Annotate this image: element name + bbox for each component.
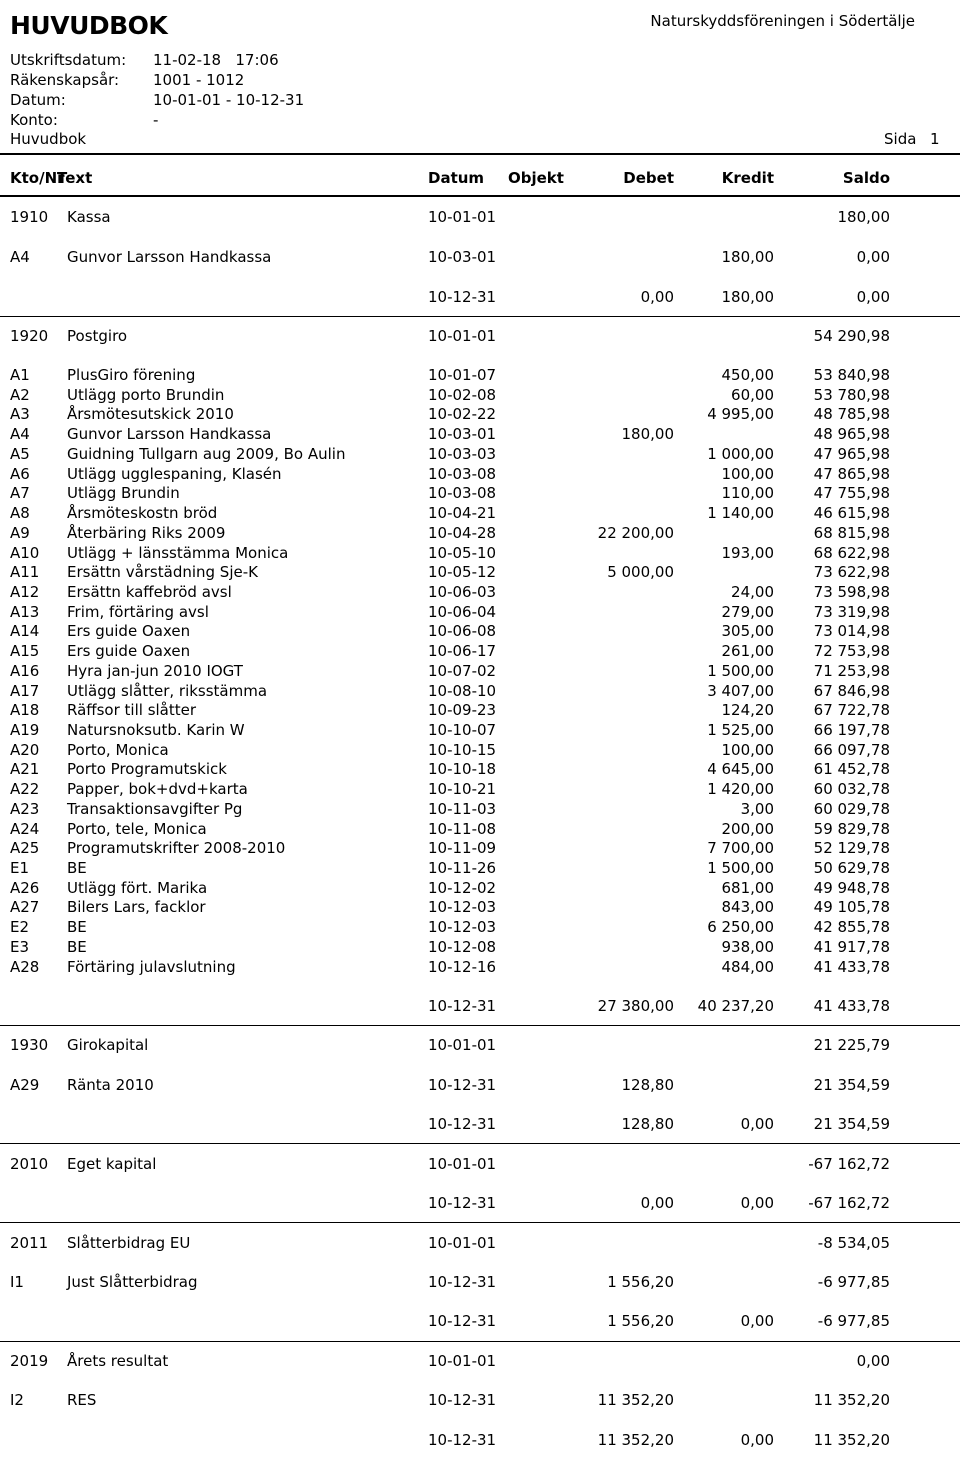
cell-saldo: 73 319,98 (813, 603, 890, 621)
cell-datum: 10-01-01 (428, 1036, 497, 1054)
cell-text: Utlägg fört. Marika (67, 879, 208, 897)
cell-saldo: 180,00 (837, 208, 890, 226)
cell-datum: 10-07-02 (428, 662, 497, 680)
cell-text: Ränta 2010 (67, 1076, 154, 1094)
cell-datum: 10-05-12 (428, 563, 497, 581)
cell-saldo: 47 965,98 (813, 445, 890, 463)
cell-datum: 10-03-08 (428, 484, 497, 502)
cell-kto: E2 (10, 918, 30, 936)
cell-saldo: 48 965,98 (813, 425, 890, 443)
cell-text: Porto Programutskick (67, 760, 227, 778)
cell-kredit: 180,00 (721, 288, 774, 306)
cell-saldo: 0,00 (856, 288, 890, 306)
print-date-label: Utskriftsdatum: (10, 51, 127, 69)
cell-saldo: 48 785,98 (813, 405, 890, 423)
cell-kto: 2011 (10, 1234, 49, 1252)
cell-text: Kassa (67, 208, 111, 226)
cell-kredit: 100,00 (721, 741, 774, 759)
cell-text: Papper, bok+dvd+karta (67, 780, 248, 798)
cell-kto: A23 (10, 800, 40, 818)
cell-kto: E1 (10, 859, 30, 877)
cell-text: Hyra jan-jun 2010 IOGT (67, 662, 243, 680)
cell-kredit: 3,00 (740, 800, 774, 818)
cell-kredit: 1 000,00 (707, 445, 774, 463)
cell-saldo: 50 629,78 (813, 859, 890, 877)
cell-kto: A9 (10, 524, 30, 542)
cell-debet: 128,80 (621, 1076, 674, 1094)
column-header-datum: Datum (428, 169, 485, 187)
cell-kredit: 261,00 (721, 642, 774, 660)
cell-kredit: 110,00 (721, 484, 774, 502)
cell-kredit: 1 500,00 (707, 662, 774, 680)
cell-text: Frim, förtäring avsl (67, 603, 209, 621)
cell-datum: 10-04-28 (428, 524, 497, 542)
cell-kto: A3 (10, 405, 30, 423)
cell-saldo: 42 855,78 (813, 918, 890, 936)
cell-kto: A16 (10, 662, 40, 680)
cell-kto: A29 (10, 1076, 40, 1094)
cell-kredit: 450,00 (721, 366, 774, 384)
cell-saldo: 68 815,98 (813, 524, 890, 542)
cell-datum: 10-11-09 (428, 839, 497, 857)
cell-datum: 10-03-01 (428, 248, 497, 266)
cell-saldo: 52 129,78 (813, 839, 890, 857)
cell-kredit: 0,00 (740, 1115, 774, 1133)
cell-text: Porto, Monica (67, 741, 169, 759)
account-value: - (153, 111, 159, 129)
cell-saldo: 60 032,78 (813, 780, 890, 798)
cell-kto: A26 (10, 879, 40, 897)
cell-datum: 10-12-03 (428, 918, 497, 936)
cell-kredit: 0,00 (740, 1194, 774, 1212)
cell-kredit: 1 525,00 (707, 721, 774, 739)
cell-datum: 10-12-03 (428, 898, 497, 916)
cell-datum: 10-12-02 (428, 879, 497, 897)
cell-text: Natursnoksutb. Karin W (67, 721, 245, 739)
account-divider (0, 316, 960, 317)
cell-kredit: 681,00 (721, 879, 774, 897)
cell-kto: A4 (10, 425, 30, 443)
cell-text: Gunvor Larsson Handkassa (67, 425, 272, 443)
cell-saldo: 68 622,98 (813, 544, 890, 562)
cell-kredit: 1 500,00 (707, 859, 774, 877)
cell-saldo: 60 029,78 (813, 800, 890, 818)
cell-saldo: 67 722,78 (813, 701, 890, 719)
column-header-saldo: Saldo (842, 169, 890, 187)
cell-debet: 128,80 (621, 1115, 674, 1133)
cell-text: Porto, tele, Monica (67, 820, 207, 838)
cell-datum: 10-10-07 (428, 721, 497, 739)
cell-saldo: 46 615,98 (813, 504, 890, 522)
cell-saldo: 11 352,20 (813, 1431, 890, 1449)
cell-kto: A24 (10, 820, 40, 838)
cell-debet: 11 352,20 (597, 1431, 674, 1449)
cell-datum: 10-10-21 (428, 780, 497, 798)
page-number: 1 (930, 130, 940, 148)
cell-kto: A1 (10, 366, 30, 384)
cell-kto: A20 (10, 741, 40, 759)
cell-kredit: 938,00 (721, 938, 774, 956)
cell-kto: A14 (10, 622, 40, 640)
cell-saldo: -67 162,72 (808, 1194, 890, 1212)
cell-text: Slåtterbidrag EU (67, 1234, 191, 1252)
cell-saldo: 21 354,59 (813, 1076, 890, 1094)
cell-kto: 1930 (10, 1036, 49, 1054)
cell-datum: 10-12-08 (428, 938, 497, 956)
cell-saldo: 66 197,78 (813, 721, 890, 739)
cell-saldo: 49 105,78 (813, 898, 890, 916)
cell-debet: 180,00 (621, 425, 674, 443)
cell-datum: 10-01-01 (428, 1352, 497, 1370)
cell-datum: 10-12-31 (428, 1194, 497, 1212)
cell-saldo: 59 829,78 (813, 820, 890, 838)
cell-datum: 10-03-01 (428, 425, 497, 443)
cell-saldo: 71 253,98 (813, 662, 890, 680)
cell-text: Räffsor till slåtter (67, 701, 197, 719)
cell-saldo: 11 352,20 (813, 1391, 890, 1409)
cell-kto: E3 (10, 938, 30, 956)
cell-text: Gunvor Larsson Handkassa (67, 248, 272, 266)
cell-kredit: 4 995,00 (707, 405, 774, 423)
cell-datum: 10-12-31 (428, 1273, 497, 1291)
cell-saldo: -6 977,85 (817, 1273, 890, 1291)
cell-datum: 10-02-08 (428, 386, 497, 404)
cell-datum: 10-01-01 (428, 1234, 497, 1252)
cell-kto: A18 (10, 701, 40, 719)
date-range-value: 10-01-01 - 10-12-31 (153, 91, 305, 109)
cell-text: Guidning Tullgarn aug 2009, Bo Aulin (67, 445, 346, 463)
cell-kredit: 843,00 (721, 898, 774, 916)
cell-debet: 5 000,00 (607, 563, 674, 581)
cell-text: Utlägg + länsstämma Monica (67, 544, 289, 562)
ledger-subtitle: Huvudbok (10, 130, 87, 148)
cell-debet: 1 556,20 (607, 1312, 674, 1330)
cell-kto: A28 (10, 958, 40, 976)
cell-saldo: 41 917,78 (813, 938, 890, 956)
column-header-text: Text (57, 169, 93, 187)
cell-kredit: 3 407,00 (707, 682, 774, 700)
cell-kto: A25 (10, 839, 40, 857)
cell-kredit: 7 700,00 (707, 839, 774, 857)
cell-kredit: 24,00 (731, 583, 774, 601)
cell-kto: A17 (10, 682, 40, 700)
cell-text: Ers guide Oaxen (67, 642, 191, 660)
cell-datum: 10-11-26 (428, 859, 497, 877)
cell-kto: A19 (10, 721, 40, 739)
cell-kredit: 180,00 (721, 248, 774, 266)
cell-debet: 27 380,00 (597, 997, 674, 1015)
cell-datum: 10-04-21 (428, 504, 497, 522)
cell-saldo: 61 452,78 (813, 760, 890, 778)
column-header-kto: Kto/Nr (10, 169, 65, 187)
cell-text: Transaktionsavgifter Pg (67, 800, 243, 818)
cell-saldo: -67 162,72 (808, 1155, 890, 1173)
fiscal-year-label: Räkenskapsår: (10, 71, 120, 89)
cell-datum: 10-01-01 (428, 208, 497, 226)
page-label: Sida (884, 130, 917, 148)
cell-text: Bilers Lars, facklor (67, 898, 206, 916)
account-divider (0, 1143, 960, 1144)
cell-saldo: 73 622,98 (813, 563, 890, 581)
cell-kredit: 60,00 (731, 386, 774, 404)
cell-saldo: 54 290,98 (813, 327, 890, 345)
cell-datum: 10-12-31 (428, 1431, 497, 1449)
cell-datum: 10-11-03 (428, 800, 497, 818)
cell-datum: 10-11-08 (428, 820, 497, 838)
date-range-label: Datum: (10, 91, 66, 109)
cell-saldo: 72 753,98 (813, 642, 890, 660)
cell-datum: 10-06-08 (428, 622, 497, 640)
cell-text: Ersättn vårstädning Sje-K (67, 563, 258, 581)
cell-kredit: 305,00 (721, 622, 774, 640)
cell-saldo: 0,00 (856, 248, 890, 266)
cell-text: BE (67, 918, 87, 936)
column-header-kredit: Kredit (721, 169, 774, 187)
cell-kto: A11 (10, 563, 40, 581)
cell-kto: I2 (10, 1391, 24, 1409)
cell-text: Girokapital (67, 1036, 149, 1054)
cell-kredit: 4 645,00 (707, 760, 774, 778)
cell-kto: A15 (10, 642, 40, 660)
cell-kto: A27 (10, 898, 40, 916)
cell-saldo: 21 354,59 (813, 1115, 890, 1133)
cell-kto: 2010 (10, 1155, 49, 1173)
cell-kto: A21 (10, 760, 40, 778)
cell-text: Ersättn kaffebröd avsl (67, 583, 232, 601)
header-divider (0, 153, 960, 155)
column-header-debet: Debet (623, 169, 674, 187)
cell-datum: 10-03-08 (428, 465, 497, 483)
account-divider (0, 1341, 960, 1342)
cell-datum: 10-12-16 (428, 958, 497, 976)
cell-text: RES (67, 1391, 97, 1409)
cell-datum: 10-08-10 (428, 682, 497, 700)
cell-saldo: 73 014,98 (813, 622, 890, 640)
cell-debet: 11 352,20 (597, 1391, 674, 1409)
cell-text: Årets resultat (67, 1352, 169, 1370)
cell-text: Eget kapital (67, 1155, 157, 1173)
cell-kredit: 124,20 (721, 701, 774, 719)
cell-text: PlusGiro förening (67, 366, 196, 384)
account-divider (0, 1222, 960, 1223)
cell-datum: 10-12-31 (428, 997, 497, 1015)
cell-debet: 0,00 (640, 1194, 674, 1212)
cell-saldo: 73 598,98 (813, 583, 890, 601)
cell-kto: 2019 (10, 1352, 49, 1370)
cell-datum: 10-10-18 (428, 760, 497, 778)
cell-text: BE (67, 938, 87, 956)
organization-name: Naturskyddsföreningen i Södertälje (650, 12, 915, 30)
cell-kredit: 193,00 (721, 544, 774, 562)
cell-kto: A5 (10, 445, 30, 463)
cell-datum: 10-01-01 (428, 327, 497, 345)
cell-text: Utlägg ugglespaning, Klasén (67, 465, 282, 483)
cell-kredit: 6 250,00 (707, 918, 774, 936)
cell-saldo: 41 433,78 (813, 958, 890, 976)
column-header-objekt: Objekt (508, 169, 564, 187)
cell-text: Programutskrifter 2008-2010 (67, 839, 286, 857)
cell-saldo: -6 977,85 (817, 1312, 890, 1330)
cell-datum: 10-12-31 (428, 1391, 497, 1409)
cell-kto: A7 (10, 484, 30, 502)
cell-saldo: 49 948,78 (813, 879, 890, 897)
cell-datum: 10-12-31 (428, 1115, 497, 1133)
report-title: HUVUDBOK (10, 11, 168, 40)
cell-kto: A22 (10, 780, 40, 798)
cell-kto: A13 (10, 603, 40, 621)
cell-kto: A2 (10, 386, 30, 404)
cell-debet: 0,00 (640, 288, 674, 306)
cell-datum: 10-10-15 (428, 741, 497, 759)
cell-kredit: 484,00 (721, 958, 774, 976)
cell-datum: 10-01-07 (428, 366, 497, 384)
cell-saldo: 47 755,98 (813, 484, 890, 502)
cell-text: BE (67, 859, 87, 877)
cell-saldo: 47 865,98 (813, 465, 890, 483)
cell-text: Utlägg slåtter, riksstämma (67, 682, 268, 700)
cell-kredit: 40 237,20 (697, 997, 774, 1015)
cell-datum: 10-03-03 (428, 445, 497, 463)
cell-datum: 10-06-17 (428, 642, 497, 660)
column-header-divider (0, 195, 960, 197)
cell-kredit: 1 140,00 (707, 504, 774, 522)
cell-saldo: 0,00 (856, 1352, 890, 1370)
cell-saldo: 21 225,79 (813, 1036, 890, 1054)
cell-text: Utlägg Brundin (67, 484, 180, 502)
cell-kto: A8 (10, 504, 30, 522)
cell-kredit: 1 420,00 (707, 780, 774, 798)
cell-text: Utlägg porto Brundin (67, 386, 225, 404)
fiscal-year-value: 1001 - 1012 (153, 71, 245, 89)
cell-text: Årsmötesutskick 2010 (67, 405, 234, 423)
cell-datum: 10-12-31 (428, 288, 497, 306)
cell-text: Återbäring Riks 2009 (67, 524, 226, 542)
cell-kto: A10 (10, 544, 40, 562)
cell-kredit: 100,00 (721, 465, 774, 483)
cell-text: Ers guide Oaxen (67, 622, 191, 640)
cell-datum: 10-09-23 (428, 701, 497, 719)
account-label: Konto: (10, 111, 58, 129)
cell-kto: A12 (10, 583, 40, 601)
cell-kredit: 279,00 (721, 603, 774, 621)
cell-datum: 10-12-31 (428, 1312, 497, 1330)
cell-text: Förtäring julavslutning (67, 958, 236, 976)
cell-debet: 22 200,00 (597, 524, 674, 542)
print-date-value: 11-02-18 17:06 (153, 51, 279, 69)
cell-kto: A4 (10, 248, 30, 266)
cell-datum: 10-05-10 (428, 544, 497, 562)
cell-saldo: 53 780,98 (813, 386, 890, 404)
cell-kto: 1910 (10, 208, 49, 226)
cell-saldo: 41 433,78 (813, 997, 890, 1015)
cell-text: Postgiro (67, 327, 128, 345)
cell-saldo: 67 846,98 (813, 682, 890, 700)
cell-kto: A6 (10, 465, 30, 483)
cell-text: Just Slåtterbidrag (67, 1273, 198, 1291)
cell-datum: 10-01-01 (428, 1155, 497, 1173)
cell-text: Årsmöteskostn bröd (67, 504, 218, 522)
cell-kredit: 0,00 (740, 1431, 774, 1449)
cell-datum: 10-06-04 (428, 603, 497, 621)
cell-datum: 10-02-22 (428, 405, 497, 423)
cell-saldo: 53 840,98 (813, 366, 890, 384)
cell-kto: I1 (10, 1273, 24, 1291)
cell-saldo: -8 534,05 (817, 1234, 890, 1252)
cell-datum: 10-12-31 (428, 1076, 497, 1094)
cell-saldo: 66 097,78 (813, 741, 890, 759)
cell-kto: 1920 (10, 327, 49, 345)
account-divider (0, 1025, 960, 1026)
cell-debet: 1 556,20 (607, 1273, 674, 1291)
cell-kredit: 200,00 (721, 820, 774, 838)
cell-kredit: 0,00 (740, 1312, 774, 1330)
cell-datum: 10-06-03 (428, 583, 497, 601)
